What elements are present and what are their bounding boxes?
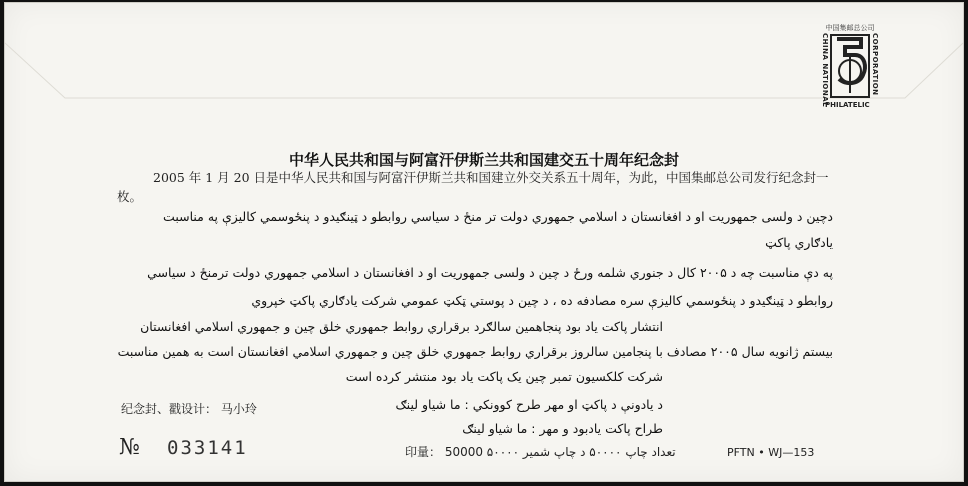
rtl-line: دچين د ولسی جمهوريت او د افغانستان د اسلامي جمهوري دولت تر منځ د سياسي روابطو د ټينګيدو د پنځوسمي کاليزې په مناسبت — [163, 209, 833, 224]
rtl-line: په دې مناسبت چه د ۲۰۰۵ کال د جنوري شلمه ورځ د چين د ولسی جمهوريت او د افغانستان د اسلامي جمهوري دولت ترمنځ د سياسي — [147, 265, 833, 280]
serial-number: 033141 — [167, 437, 248, 459]
logo-left-text: CHINA NATIONAL — [821, 33, 829, 108]
logo-right-text: CORPORATION — [871, 33, 879, 96]
designer-credit-pashto: د يادونې د پاکټ او مهر طرح کوونکي : ما شياو لينګ — [395, 397, 663, 412]
philatelic-corporation-logo — [815, 23, 885, 113]
rtl-line: شرکت کلکسيون تمبر چين يک پاکت ياد بود منتشر کرده است — [345, 369, 663, 384]
cover-code: PFTN • WJ—153 — [727, 446, 815, 459]
intro-paragraph: 2005 年 1 月 20 日是中华人民共和国与阿富汗伊斯兰共和国建立外交关系五十周年，为此，中国集邮总公司发行纪念封一枚。 — [117, 170, 829, 204]
rtl-line: بيستم ژانويه سال ۲۰۰۵ مصادف با پنجامين سالروز برقراري روابط جمهوري خلق چين و جمهوري اسلامي افغانستان است به همين مناسبت — [117, 344, 833, 359]
logo-bottom-text: PHILATELIC — [825, 101, 870, 109]
serial-label: № — [119, 435, 141, 460]
logo-chinese-text: 中国集邮总公司 — [825, 24, 875, 32]
rtl-line: انتشار پاکت ياد بود پنجاهمين سالګرد برقراري روابط جمهوري خلق چين و جمهوري اسلامي افغانستان — [140, 319, 663, 334]
cover-title: 中华人民共和国与阿富汗伊斯兰共和国建交五十周年纪念封 — [288, 151, 679, 169]
designer-credit-chinese: 纪念封、戳设计： 马小玲 — [121, 402, 257, 416]
print-run: 印量： 50000 ۵۰۰۰۰ تعداد چاپ ۵۰۰۰۰ د چاپ شمير — [405, 445, 676, 459]
designer-credit-persian: طراح پاکت يادبود و مهر : ما شياو لينګ — [462, 421, 663, 436]
rtl-line: يادګاري پاکټ — [765, 235, 833, 250]
cover-envelope — [4, 2, 964, 482]
rtl-line: روابطو د ټينګيدو د پنځوسمي کاليزې سره مصادفه ده ، د چين د پوستي ټکټ عمومي شرکت يادګاري پاکټ خپروي — [251, 293, 833, 308]
